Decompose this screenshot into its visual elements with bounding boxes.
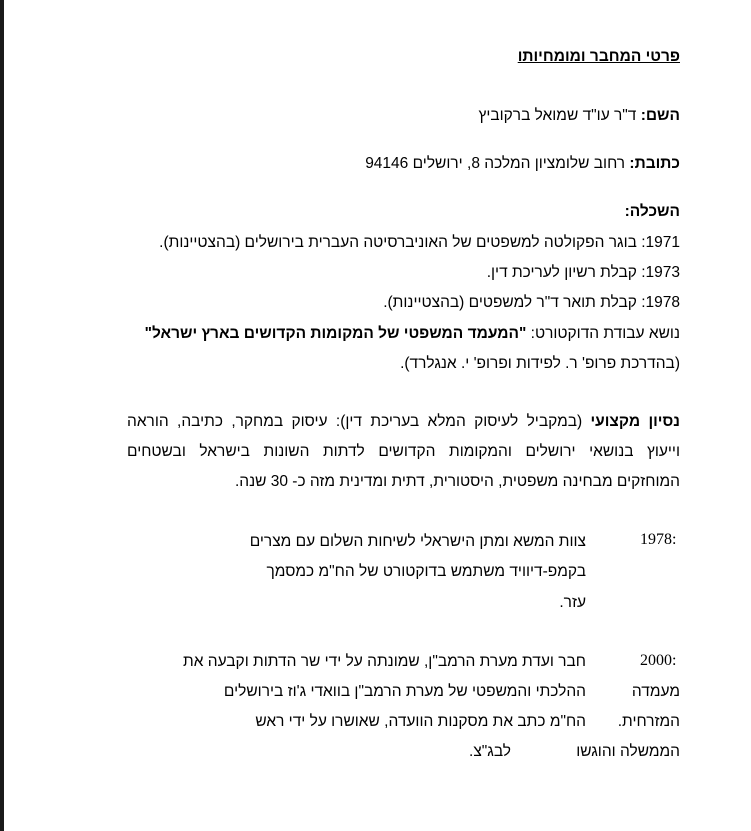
page-title (518, 47, 680, 67)
name-line (479, 106, 680, 126)
entry-wrap-word: מעמדה (631, 683, 680, 700)
address-line (365, 154, 680, 174)
thesis-title: "המעמד המשפטי של המקומות הקדושים בארץ ישראל" (144, 325, 527, 342)
entry-line: עזר. (559, 594, 586, 611)
entry-year: 1978: (640, 531, 677, 548)
experience-line-2: וייעוץ בנושאי ירושלים והמקומות הקדושים לדתות השונות בישראל ובשטחים (127, 443, 680, 460)
entry-line: חבר ועדת מערת הרמב"ן, שמונתה על ידי שר הדתות וקבעה את (183, 653, 586, 670)
education-heading (625, 202, 680, 222)
entry-line: ההלכתי והמשפטי של מערת הרמב"ן בוואדי ג'וז בירושלים (223, 683, 586, 700)
page-title-text: פרטי המחבר ומומחיותו (517, 48, 680, 65)
education-item: 1973: קבלת רשיון לעריכת דין. (486, 264, 680, 281)
entry-line: בקמפ-דיוויד משתמש בדוקטורט של הח"מ כמסמך (266, 563, 586, 580)
experience-line-1 (127, 412, 680, 432)
name-label: השם: (640, 107, 680, 124)
thesis-advisors: (בהדרכת פרופ' ר. לפידות ופרופ' י. אנגלרד). (400, 355, 680, 372)
address-label: כתובת: (629, 155, 680, 172)
entry-wrap-word: המזרחית. (617, 713, 680, 730)
education-heading-text: השכלה: (624, 203, 680, 220)
experience-label: נסיון מקצועי (590, 413, 680, 430)
name-value: ד"ר עו"ד שמואל ברקוביץ (478, 107, 637, 124)
experience-line-1-text: (במקביל לעיסוק המלא בעריכת דין): עיסוק במחקר, כתיבה, הוראה (127, 413, 591, 430)
education-item: 1978: קבלת תואר ד"ר למשפטים (בהצטיינות). (383, 294, 680, 311)
thesis-line (145, 324, 680, 344)
thesis-prefix: נושא עבודת הדוקטורט: (526, 325, 680, 342)
address-value: רחוב שלומציון המלכה 8, ירושלים 94146 (365, 155, 626, 172)
entry-line: הח"מ כתב את מסקנות הוועדה, שאושרו על ידי ראש (255, 713, 586, 730)
education-item: 1971: בוגר הפקולטה למשפטים של האוניברסיטה העברית בירושלים (בהצטיינות). (159, 234, 680, 251)
entry-line: לבג"צ. (469, 743, 511, 760)
experience-line-3: המוחזקים מבחינה משפטית, היסטורית, דתית ומדינית מזה כ- 30 שנה. (234, 473, 680, 490)
entry-wrap-word: הממשלה והוגשו (576, 743, 680, 760)
entry-line: צוות המשא ומתן הישראלי לשיחות השלום עם מצרים (249, 533, 586, 550)
entry-year: 2000: (640, 652, 677, 669)
